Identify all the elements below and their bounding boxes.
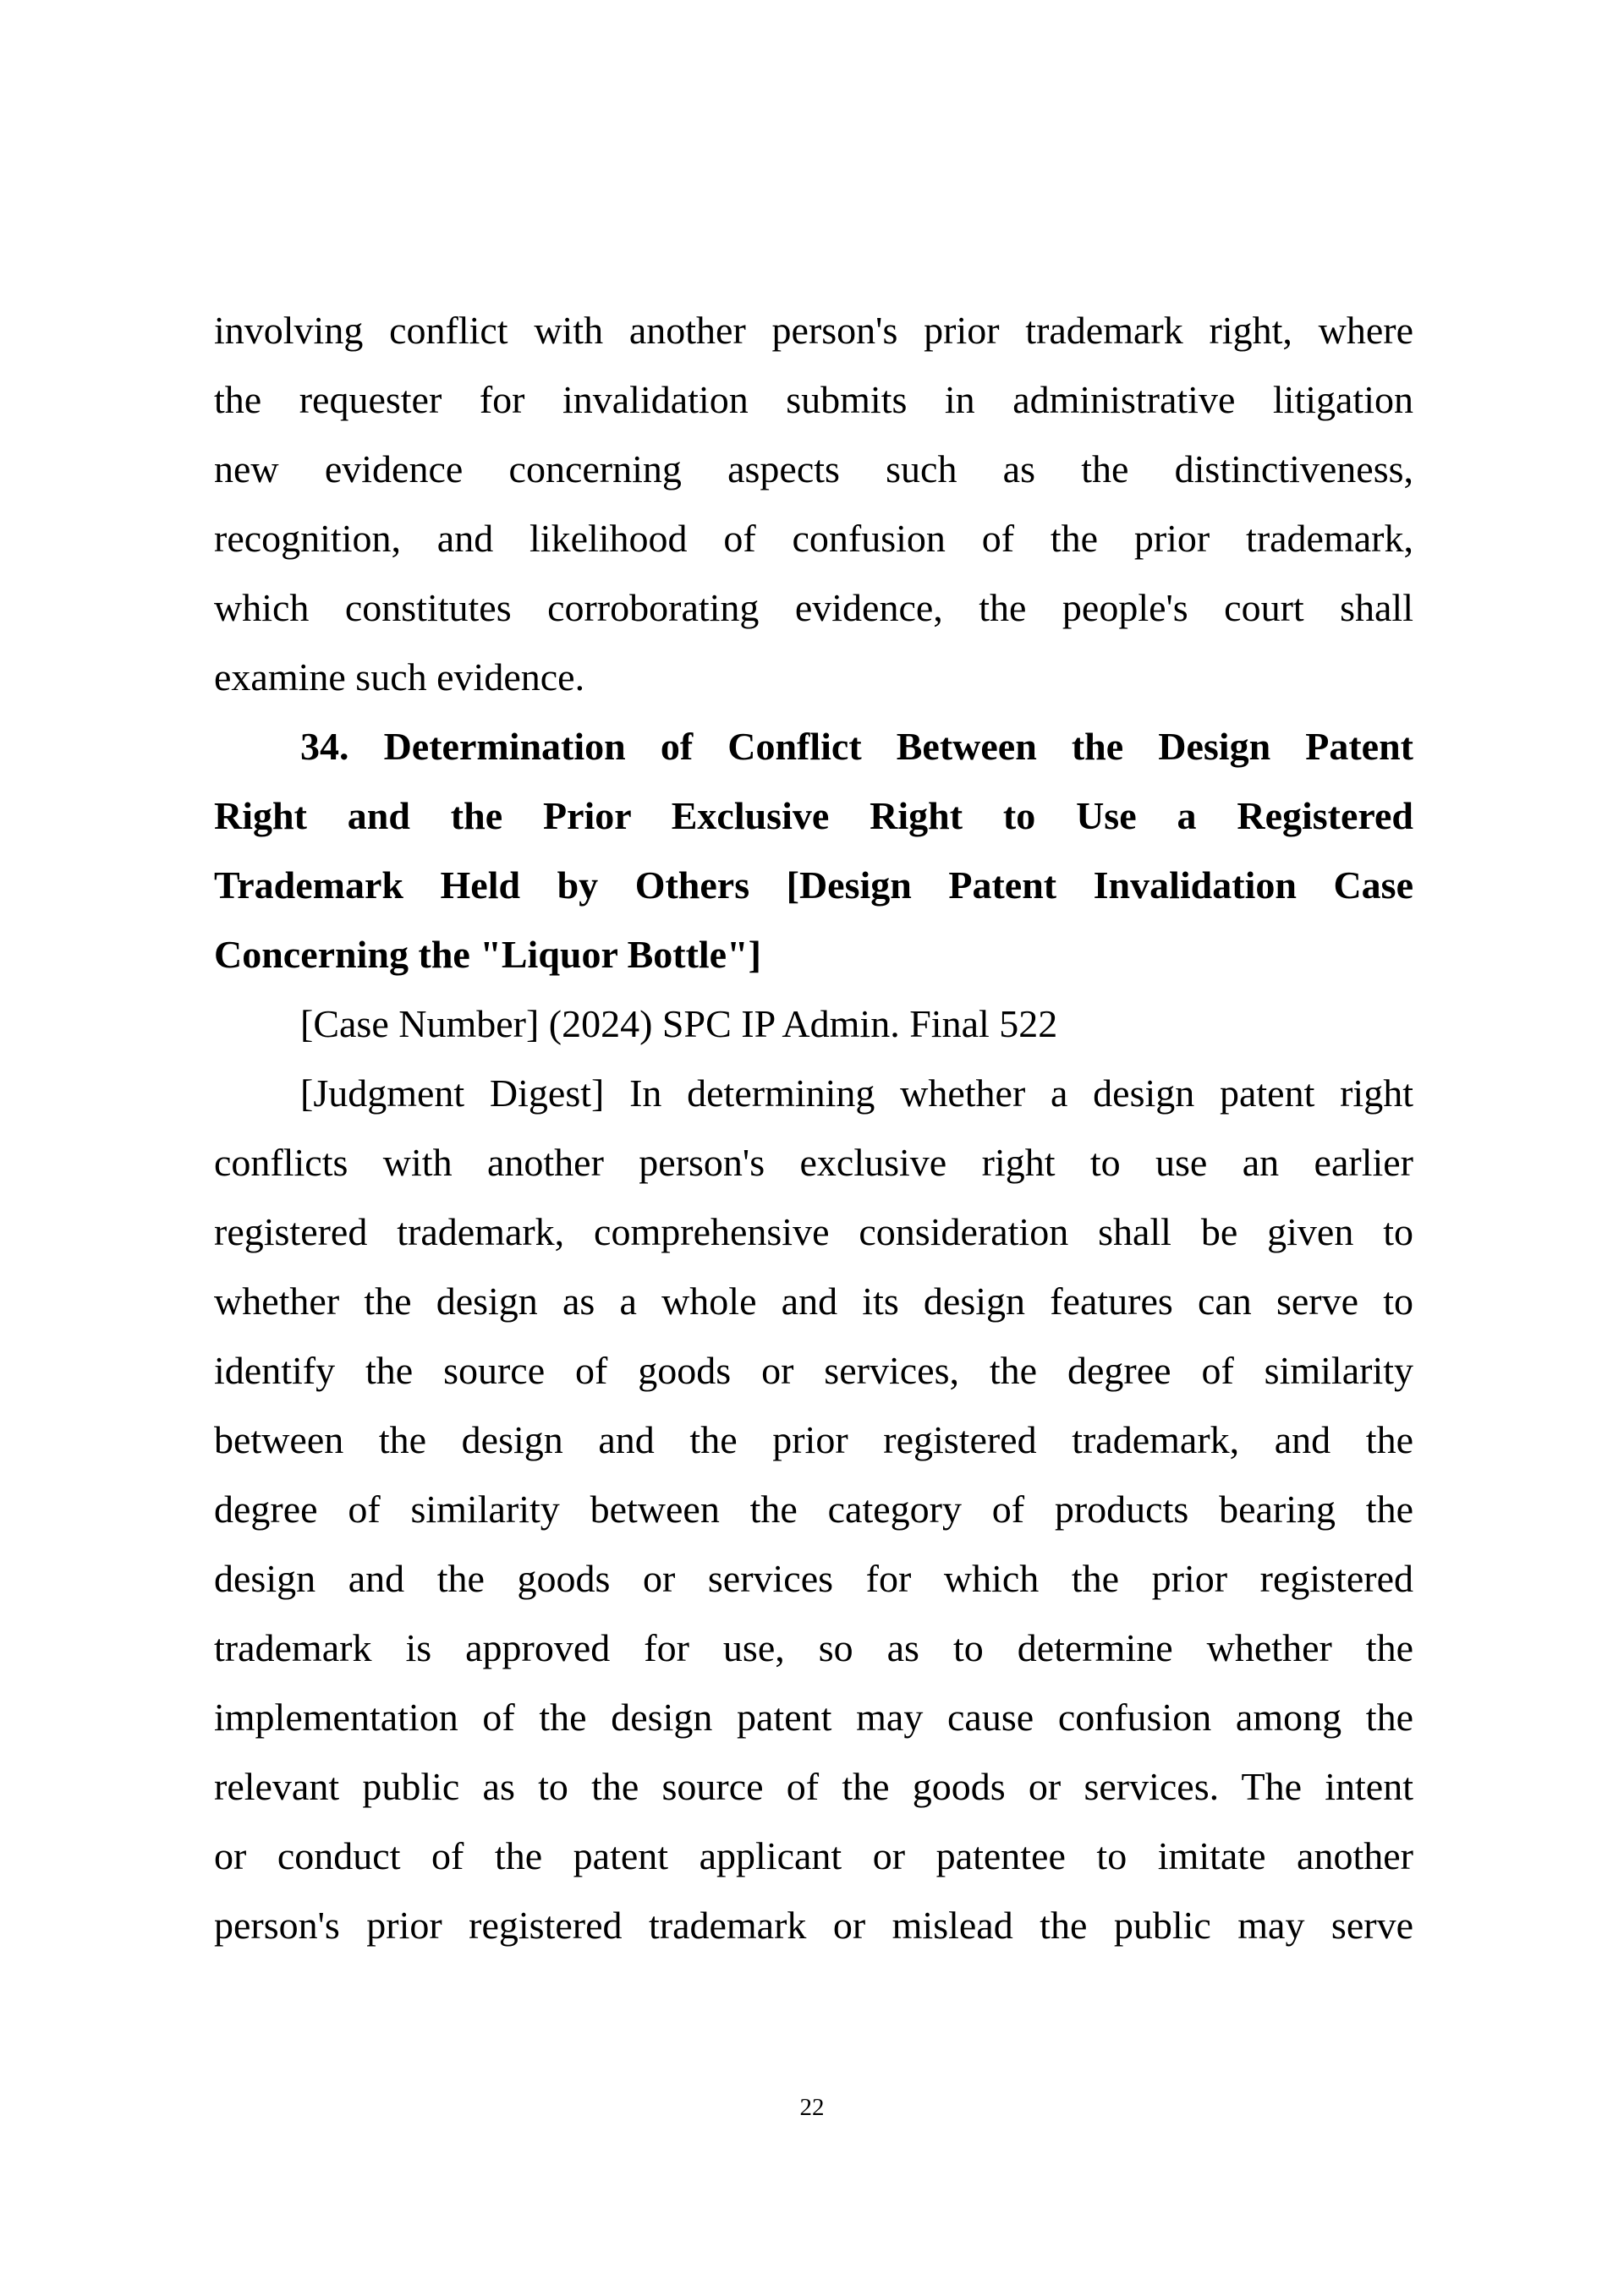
text-line: examine such evidence. <box>214 655 585 699</box>
text-line: which constitutes corroborating evidence, the people's court shall <box>214 586 1413 629</box>
heading-line: Concerning the "Liquor Bottle"] <box>214 933 761 976</box>
text-line: [Case Number] (2024) SPC IP Admin. Final 522 <box>300 1002 1058 1045</box>
heading-line: Right and the Prior Exclusive Right to Use a Registered <box>214 794 1413 837</box>
text-line: identify the source of goods or services, the degree of similarity <box>214 1349 1413 1392</box>
text-line: person's prior registered trademark or mislead the public may serve <box>214 1904 1413 1947</box>
text-line: degree of similarity between the category of products bearing the <box>214 1488 1413 1531</box>
text-line: whether the design as a whole and its design features can serve to <box>214 1280 1413 1323</box>
text-line: or conduct of the patent applicant or patentee to imitate another <box>214 1834 1413 1877</box>
heading-line: Trademark Held by Others [Design Patent Invalidation Case <box>214 863 1413 907</box>
text-line: the requester for invalidation submits in administrative litigation <box>214 378 1413 421</box>
text-line: new evidence concerning aspects such as the distinctiveness, <box>214 447 1413 490</box>
body-paragraph <box>214 989 1413 1059</box>
heading-line: 34. Determination of Conflict Between the Design Patent <box>300 725 1413 768</box>
text-line: registered trademark, comprehensive consideration shall be given to <box>214 1210 1413 1253</box>
body-paragraph <box>214 1059 1413 1960</box>
text-line: recognition, and likelihood of confusion of the prior trademark, <box>214 517 1413 560</box>
text-line: conflicts with another person's exclusive right to use an earlier <box>214 1141 1413 1184</box>
page-number: 22 <box>799 2094 825 2121</box>
text-line: [Judgment Digest] In determining whether a design patent right <box>300 1071 1413 1115</box>
text-line: between the design and the prior registered trademark, and the <box>214 1418 1413 1461</box>
text-line: design and the goods or services for which the prior registered <box>214 1557 1413 1600</box>
text-line: implementation of the design patent may cause confusion among the <box>214 1696 1413 1739</box>
body-paragraph <box>214 296 1413 712</box>
text-line: trademark is approved for use, so as to determine whether the <box>214 1626 1413 1669</box>
heading-paragraph <box>214 712 1413 989</box>
text-line: relevant public as to the source of the goods or services. The intent <box>214 1765 1413 1808</box>
text-line: involving conflict with another person's prior trademark right, where <box>214 309 1413 352</box>
document-body <box>214 296 1413 1960</box>
